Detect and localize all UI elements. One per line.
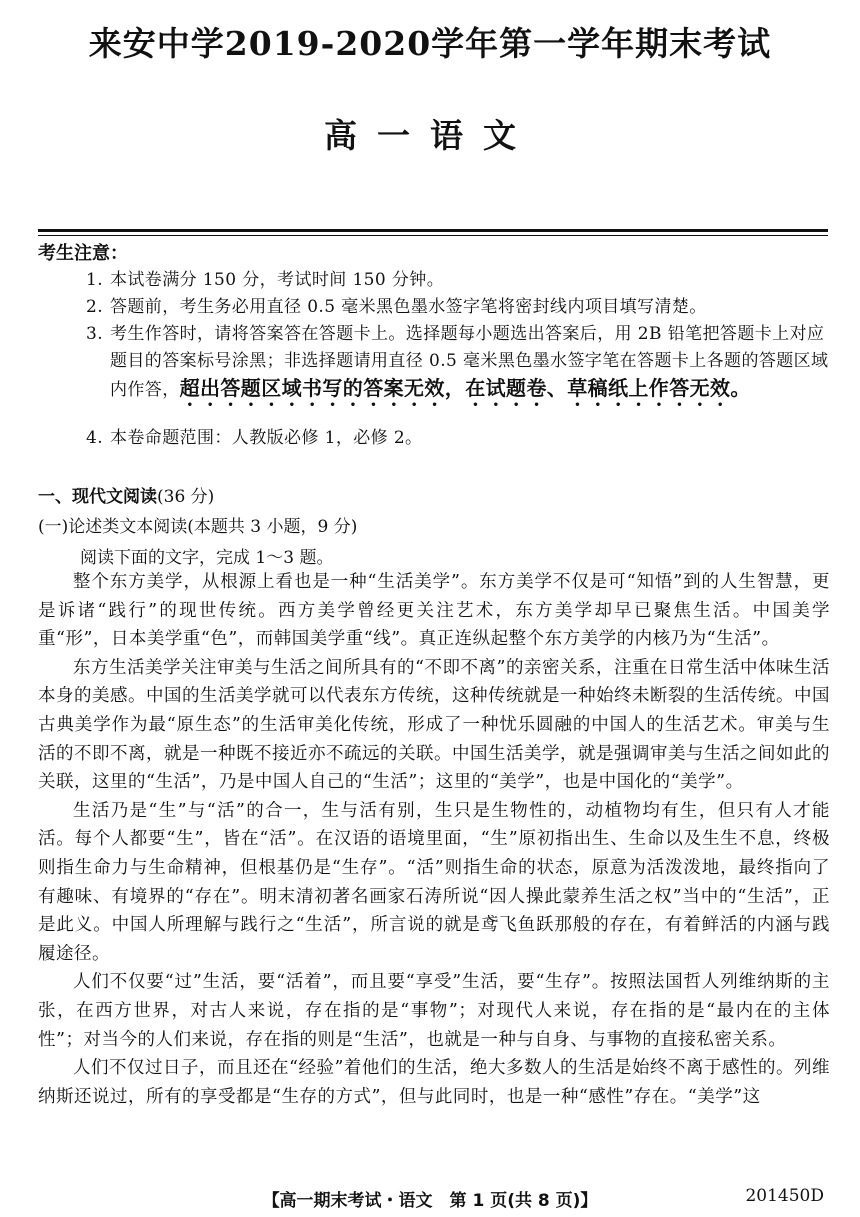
notice-item-text: 本卷命题范围：人教版必修 1，必修 2。 xyxy=(110,428,423,448)
passage-paragraph: 生活乃是“生”与“活”的合一，生与活有别，生只是生物性的，动植物均有生，但只有人才能活。每个人都要“生”，皆在“活”。在汉语的语境里面，“生”原初指出生、生命以及生生不息，终极则指生命力与生命精神，但根基仍是“生存”。“活”则指生命的状态，原意为活泼泼地，最终指向了有趣味、有境界的“存在”。明末清初著名画家石涛所说“因人操此蒙养生活之权”当中的“生活”，正是此义。中国人所理解与践行之“生活”，所言说的就是鸢飞鱼跃那般的存在，有着鲜活的内涵与践履途径。 xyxy=(38,800,830,964)
section-label: 一、现代文阅读 xyxy=(38,487,157,507)
notice-title: 考生注意： xyxy=(38,243,128,264)
reading-passage xyxy=(38,568,830,1111)
footer-page-info: 【高一期末考试・语文 第 1 页(共 8 页)】 xyxy=(262,1191,598,1211)
notice-item-text: 考生作答时，请将答案答在答题卡上。选择题每小题选出答案后，用 2B 铅笔把答题卡上对应题目的答案标号涂黑；非选择题请用直径 0.5 毫米黑色墨水签字笔在答题卡上各题的答题区域内作答， xyxy=(110,324,829,400)
notice-item-number: 4. xyxy=(86,428,104,448)
candidate-notice xyxy=(38,240,830,452)
notice-item-text: 答题前，考生务必用直径 0.5 毫米黑色墨水签字笔将密封线内项目填写清楚。 xyxy=(110,297,707,317)
notice-item-4 xyxy=(38,425,830,452)
header-divider-thin xyxy=(38,235,828,236)
notice-item-number: 1. xyxy=(86,270,104,290)
exam-title: 来安中学2019-2020学年第一学年期末考试 xyxy=(88,24,772,63)
notice-item-1 xyxy=(38,267,830,294)
footer-paper-code: 201450D xyxy=(745,1186,824,1206)
reading-instruction: 阅读下面的文字，完成 1～3 题。 xyxy=(80,548,334,568)
subject-title: 高一语文 xyxy=(324,116,536,155)
notice-item-2 xyxy=(38,294,830,321)
passage-paragraph: 东方生活美学关注审美与生活之间所具有的“不即不离”的亲密关系，注重在日常生活中体味生活本身的美感。中国的生活美学就可以代表东方传统，这种传统就是一种始终未断裂的生活传统。中国古典美学作为最“原生态”的生活审美化传统，形成了一种忧乐圆融的中国人的生活艺术。审美与生活的不即不离，就是一种既不接近亦不疏远的关联。中国生活美学，就是强调审美与生活之间如此的关联，这里的“生活”，乃是中国人自己的“生活”；这里的“美学”，也是中国化的“美学”。 xyxy=(38,657,830,793)
notice-item-number: 3. xyxy=(86,324,104,344)
passage-paragraph: 人们不仅要“过”生活，要“活着”，而且要“享受”生活，要“生存”。按照法国哲人列维纳斯的主张，在西方世界，对古人来说，存在指的是“事物”；对现代人来说，存在指的是“最内在的主体性”；对当今的人们来说，存在指的则是“生活”，也就是一种与自身、与事物的直接私密关系。 xyxy=(38,972,830,1050)
section-heading-modern-reading xyxy=(38,482,830,507)
notice-item-number: 2. xyxy=(86,297,104,317)
subsection-heading-argumentative: (一)论述类文本阅读(本题共 3 小题，9 分) xyxy=(38,517,358,537)
notice-item-text: 本试卷满分 150 分，考试时间 150 分钟。 xyxy=(110,270,445,290)
header-divider-thick xyxy=(38,229,828,232)
passage-paragraph: 整个东方美学，从根源上看也是一种“生活美学”。东方美学不仅是可“知悟”到的人生智慧，更是诉诸“践行”的现世传统。西方美学曾经更关注艺术，东方美学却早已聚焦生活。中国美学重“形”，日本美学重“色”，而韩国美学重“线”。真正连纵起整个东方美学的内核乃为“生活”。 xyxy=(38,572,830,650)
notice-item-3 xyxy=(38,321,830,411)
notice-emphasis-text: 超出答题区域书写的答案无效，在试题卷、草稿纸上作答无效。 xyxy=(179,376,751,400)
passage-paragraph: 人们不仅过日子，而且还在“经验”着他们的生活，绝大多数人的生活是始终不离于感性的。列维纳斯还说过，所有的享受都是“生存的方式”，但与此同时，也是一种“感性”存在。“美学”这 xyxy=(38,1058,830,1107)
section-score: (36 分) xyxy=(157,487,215,507)
